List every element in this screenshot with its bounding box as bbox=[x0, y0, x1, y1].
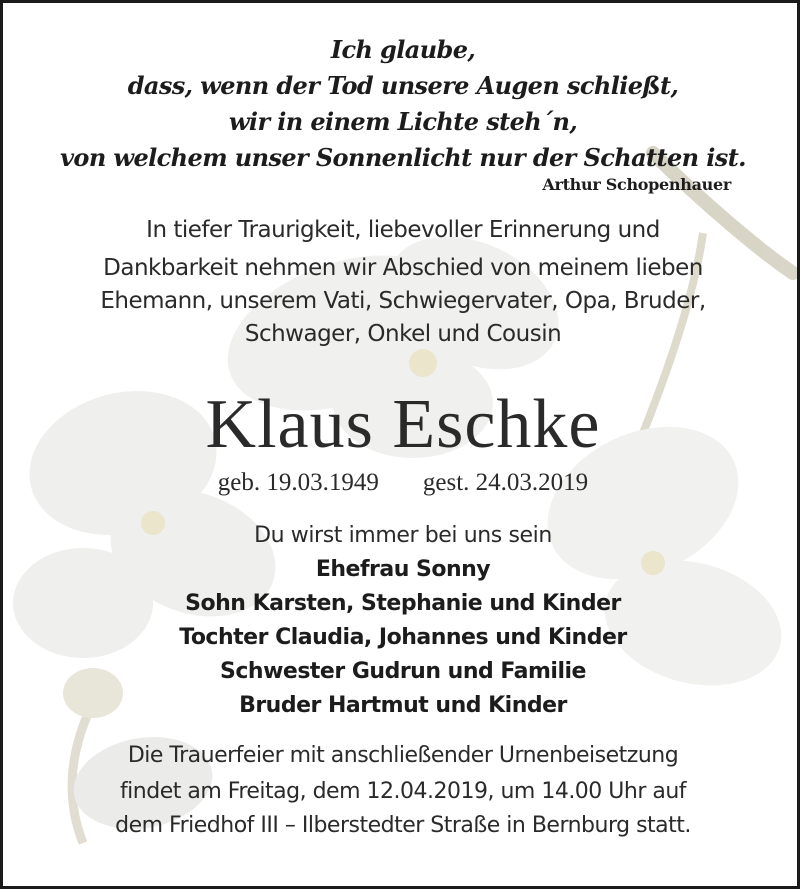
death-date: gest. 24.03.2019 bbox=[422, 469, 589, 496]
quote-line: von welchem unser Sonnenlicht nur der Schatten ist. bbox=[60, 143, 746, 172]
mourner-line: Schwester Gudrun und Familie bbox=[220, 659, 586, 684]
mourner-line: Tochter Claudia, Johannes und Kinder bbox=[179, 625, 627, 650]
notice-content bbox=[3, 3, 800, 889]
mourner-line: Sohn Karsten, Stephanie und Kinder bbox=[185, 591, 621, 616]
service-line: findet am Freitag, dem 12.04.2019, um 14.00 Uhr auf bbox=[119, 779, 687, 804]
intro-line: Dankbarkeit nehmen wir Abschied von meinem lieben bbox=[103, 255, 703, 281]
quote-author: Arthur Schopenhauer bbox=[542, 175, 731, 194]
quote-line: dass, wenn der Tod unsere Augen schließt, bbox=[127, 71, 679, 100]
intro-line: Ehemann, unserem Vati, Schwiegervater, Opa, Bruder, bbox=[100, 288, 706, 314]
quote-line: Ich glaube, bbox=[330, 35, 476, 64]
motto: Du wirst immer bei uns sein bbox=[254, 523, 552, 548]
service-line: Die Trauerfeier mit anschließender Urnenbeisetzung bbox=[127, 743, 679, 768]
deceased-name: Klaus Eschke bbox=[205, 386, 601, 463]
service-line: dem Friedhof III – Ilberstedter Straße in Bernburg statt. bbox=[115, 813, 691, 838]
quote-line: wir in einem Lichte steh´n, bbox=[228, 107, 578, 136]
mourner-line: Bruder Hartmut und Kinder bbox=[239, 693, 567, 718]
birth-date: geb. 19.03.1949 bbox=[217, 469, 379, 496]
life-dates bbox=[3, 469, 800, 497]
intro-line: In tiefer Traurigkeit, liebevoller Erinnerung und bbox=[146, 217, 660, 243]
mourner-line: Ehefrau Sonny bbox=[315, 557, 491, 582]
intro-line: Schwager, Onkel und Cousin bbox=[244, 321, 562, 347]
